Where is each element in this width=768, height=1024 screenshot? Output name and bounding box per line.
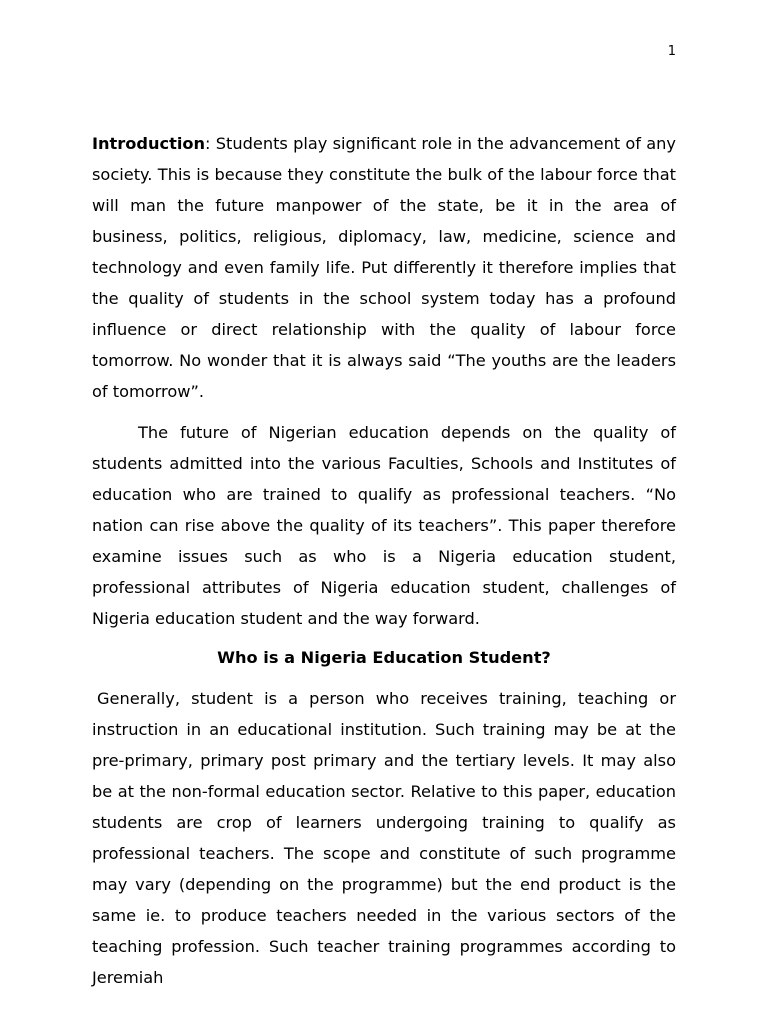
future-education-paragraph: The future of Nigerian education depends on the quality of students admitted into the various Faculties, Schools and Institutes of education who are trained to qualify as professional teachers. “No nation can rise above the quality of its teachers”. This paper therefore examine issues such as who is a Nigeria education student, professional attributes of Nigeria education student, challenges of Nigeria education student and the way forward. [92, 423, 676, 628]
section-heading: Who is a Nigeria Education Student? [217, 648, 551, 667]
introduction-label: Introduction [92, 134, 206, 153]
introduction-text: : Students play significant role in the advancement of any society. This is because they constitute the bulk of the labour force that will man the future manpower of the state, be it in the area of business, politics, religious, diplomacy, law, medicine, science and technology and even family life. Put differently it therefore implies that the quality of students in the school system today has a profound influence or direct relationship with the quality of labour force tomorrow. No wonder that it is always said “The youths are the leaders of tomorrow”. [92, 134, 676, 401]
introduction-paragraph [92, 128, 676, 407]
student-definition-paragraph: Generally, student is a person who receives training, teaching or instruction in an educational institution. Such training may be at the pre-primary, primary post primary and the tertiary levels. It may also be at the non-formal education sector. Relative to this paper, education students are crop of learners undergoing training to qualify as professional teachers. The scope and constitute of such programme may vary (depending on the programme) but the end product is the same ie. to produce teachers needed in the various sectors of the teaching profession. Such teacher training programmes according to Jeremiah [92, 689, 676, 987]
page-number: 1 [667, 44, 676, 59]
document-body [92, 128, 676, 993]
